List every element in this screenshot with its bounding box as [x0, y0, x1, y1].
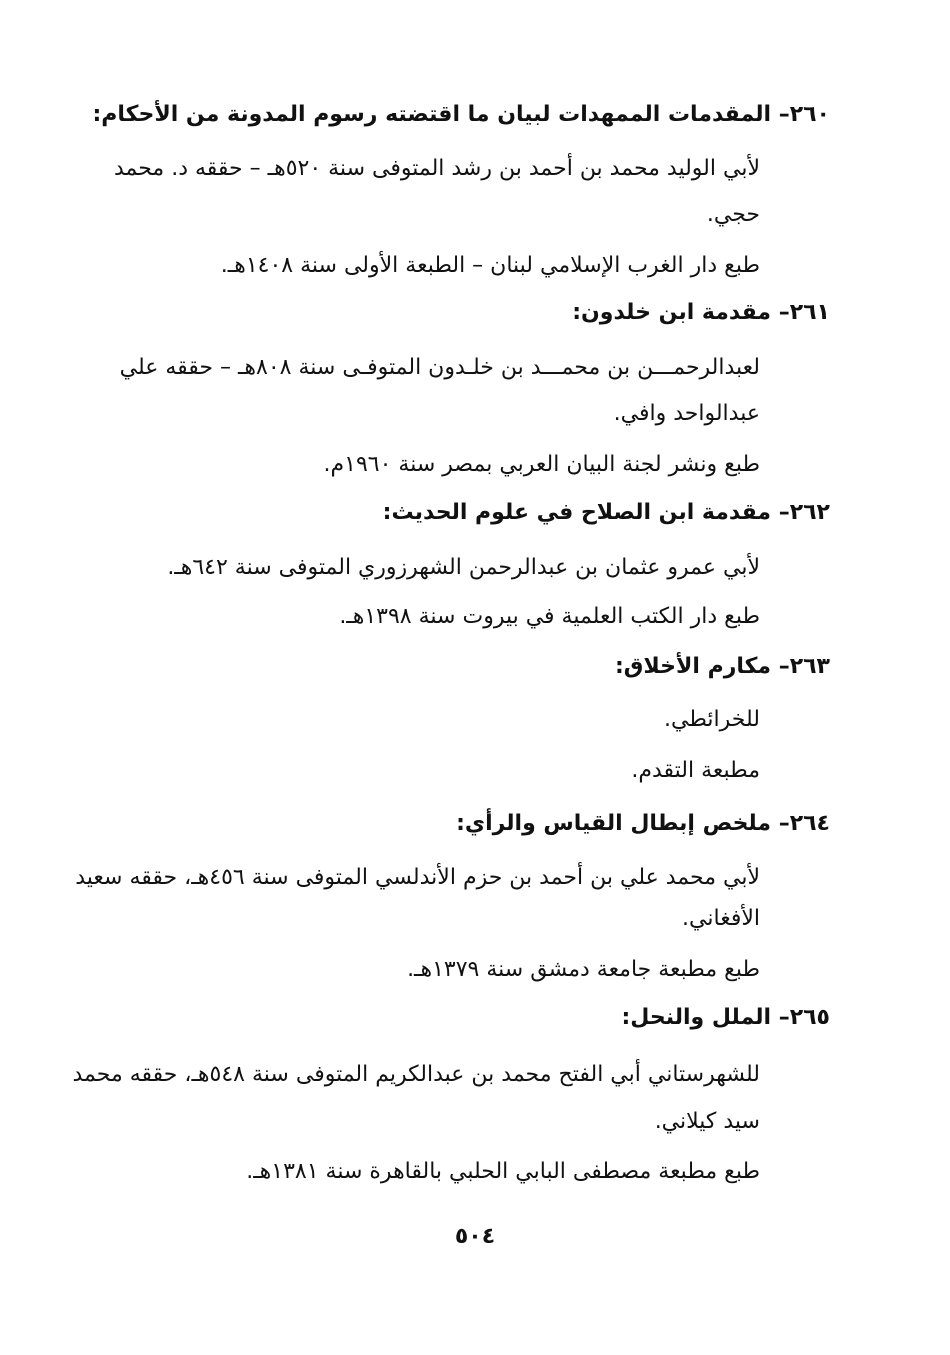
entry-heading: ٢٦٢– مقدمة ابن الصلاح في علوم الحديث: [382, 500, 830, 525]
entry-heading: ٢٦٠– المقدمات الممهدات لبيان ما اقتضته رسوم المدونة من الأحكام: [92, 102, 830, 127]
entry-text-line: طبع دار الكتب العلمية في بيروت سنة ١٣٩٨هـ. [339, 604, 760, 629]
entry-text-line: مطبعة التقدم. [631, 758, 760, 783]
entry-text-line: سيد كيلاني. [654, 1109, 760, 1134]
entry-text-line: لأبي عمرو عثمان بن عبدالرحمن الشهرزوري المتوفى سنة ٦٤٢هـ. [167, 555, 760, 580]
entry-text-line: لأبي محمد علي بن أحمد بن حزم الأندلسي المتوفى سنة ٤٥٦هـ، حققه سعيد [75, 865, 760, 890]
page-number: ٥٠٤ [454, 1224, 496, 1249]
entry-text-line: طبع ونشر لجنة البيان العربي بمصر سنة ١٩٦٠م. [323, 452, 760, 477]
entry-text-line: حجي. [706, 202, 760, 227]
entry-text-line: طبع مطبعة جامعة دمشق سنة ١٣٧٩هـ. [407, 957, 760, 982]
entry-text-line: لأبي الوليد محمد بن أحمد بن رشد المتوفى سنة ٥٢٠هـ – حققه د. محمد [113, 156, 760, 181]
entry-text-line: لعبدالرحمـــن بن محمـــد بن خلـدون المتوفـى سنة ٨٠٨هـ – حققه علي [119, 355, 760, 380]
entry-text-line: طبع مطبعة مصطفى البابي الحلبي بالقاهرة سنة ١٣٨١هـ. [246, 1159, 760, 1184]
entry-heading: ٢٦١– مقدمة ابن خلدون: [572, 300, 830, 325]
entry-text-line: للشهرستاني أبي الفتح محمد بن عبدالكريم المتوفى سنة ٥٤٨هـ، حققه محمد [72, 1062, 760, 1087]
entry-text-line: طبع دار الغرب الإسلامي لبنان – الطبعة الأولى سنة ١٤٠٨هـ. [220, 253, 760, 278]
entry-heading: ٢٦٣– مكارم الأخلاق: [614, 654, 830, 679]
entry-heading: ٢٦٥– الملل والنحل: [621, 1005, 830, 1030]
entry-text-line: الأفغاني. [682, 906, 760, 931]
entry-text-line: للخرائطي. [664, 707, 760, 732]
entry-text-line: عبدالواحد وافي. [613, 401, 760, 426]
entry-heading: ٢٦٤– ملخص إبطال القياس والرأي: [456, 811, 830, 836]
